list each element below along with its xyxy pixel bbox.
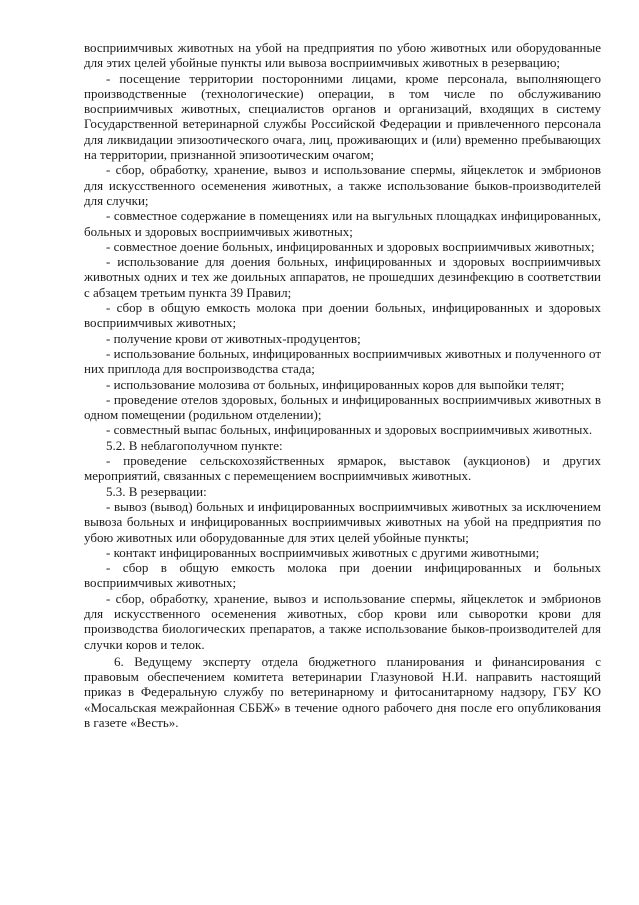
paragraph-colostrum: - использование молозива от больных, инфицированных коров для выпойки телят;: [106, 376, 565, 392]
paragraph-calving: - проведение отелов здоровых, больных и инфицированных восприимчивых животных в одном помещении (родильном отделении);: [84, 391, 601, 423]
paragraph-blood-collection: - получение крови от животных-продуцентов;: [106, 330, 361, 346]
paragraph-sperm-blood-reservation: - сбор, обработку, хранение, вывоз и использование спермы, яйцеклеток и эмбрионов для искусственного осеменения животных, сбор крови или сыворотки крови для производства биологических препаратов, а также использование быков-производителей для случки коров и телок.: [84, 590, 601, 652]
paragraph-fairs: - проведение сельскохозяйственных ярмарок, выставок (аукционов) и других мероприятий, связанных с перемещением восприимчивых животных.: [84, 453, 601, 484]
paragraph-sperm-collection: - сбор, обработку, хранение, вывоз и использование спермы, яйцеклеток и эмбрионов для искусственного осеменения животных, а также использование быков-производителей для случки;: [84, 162, 601, 208]
paragraph-milk-collection-reservation: - сбор в общую емкость молока при доении инфицированных и больных восприимчивых животных;: [84, 560, 601, 591]
paragraph-contact: - контакт инфицированных восприимчивых животных с другими животными;: [106, 544, 540, 560]
paragraph-visiting-restriction: - посещение территории посторонними лицами, кроме персонала, выполняющего производственные (технологические) операции, в том числе по обслуживанию восприимчивых животных, специалистов органов и организаций, входящих в систему Государственной ветеринарной службы Российской Федерации и привлеченного персонала для ликвидации эпизоотического очага, лиц, проживающих и (или) временно пребывающих на территории, признанной эпизоотическим очагом;: [84, 70, 601, 163]
paragraph-milk-collection: - сбор в общую емкость молока при доении больных, инфицированных и здоровых восприимчивых животных;: [84, 300, 601, 331]
paragraph-joint-milking: - совместное доение больных, инфицированных и здоровых восприимчивых животных;: [106, 238, 595, 254]
paragraph-joint-housing: - совместное содержание в помещениях или на выгульных площадках инфицированных, больных и здоровых восприимчивых животных;: [84, 208, 601, 239]
section-heading-5-2: 5.2. В неблагополучном пункте:: [106, 437, 283, 453]
paragraph-continuation: восприимчивых животных на убой на предприятия по убою животных или оборудованные для этих целей убойные пункты или вывоза восприимчивых животных в резервацию;: [84, 40, 601, 71]
paragraph-grazing: - совместный выпас больных, инфицированных и здоровых восприимчивых животных.: [106, 422, 593, 438]
paragraph-milking-machines: - использование для доения больных, инфицированных и здоровых восприимчивых животных одних и тех же доильных аппаратов, не прошедших дезинфекцию в соответствии с абзацем третьим пункта 39 Правил;: [84, 254, 601, 300]
section-heading-5-3: 5.3. В резервации:: [106, 483, 207, 499]
paragraph-item-6: 6. Ведущему эксперту отдела бюджетного планирования и финансирования с правовым обеспечением комитета ветеринарии Глазуновой Н.И. направить настоящий приказ в Федеральную службу по ветеринарному и фитосанитарному надзору, ГБУ КО «Мосальская межрайонная СББЖ» в течение одного рабочего дня после его опубликования в газете «Весть».: [84, 653, 601, 731]
paragraph-reproduction: - использование больных, инфицированных восприимчивых животных и полученного от них приплода для воспроизводства стада;: [84, 345, 601, 377]
paragraph-removal: - вывоз (вывод) больных и инфицированных восприимчивых животных за исключением вывоза больных и инфицированных восприимчивых животных на убой на предприятия по убою животных или оборудованные для этих целей убойные пункты;: [84, 498, 601, 545]
